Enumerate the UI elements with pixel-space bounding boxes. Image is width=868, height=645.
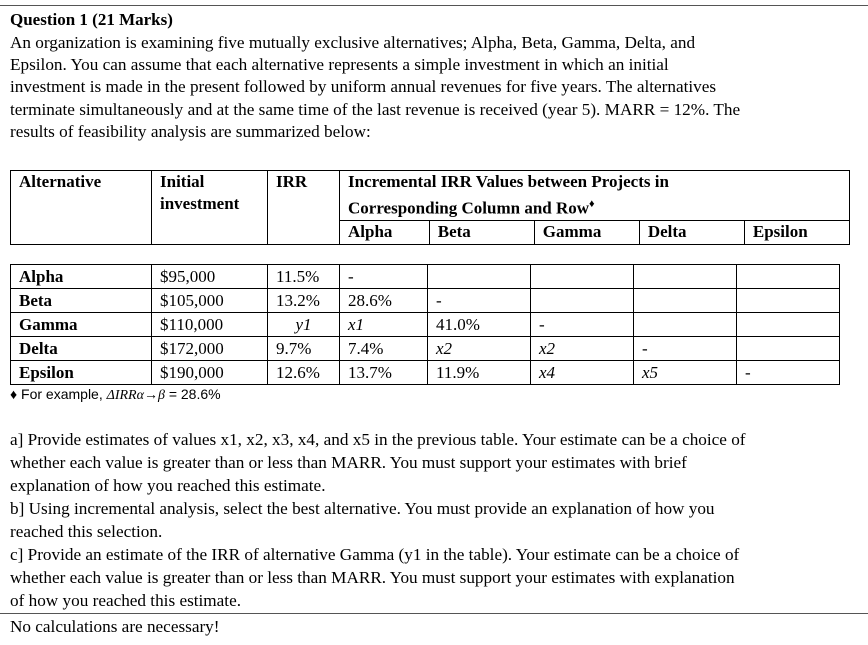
cell-incremental: x4 xyxy=(531,361,634,385)
intro-line: Epsilon. You can assume that each alternative represents a simple investment in which an initial xyxy=(10,55,669,74)
intro-line: An organization is examining five mutually exclusive alternatives; Alpha, Beta, Gamma, Delta, and xyxy=(10,33,696,52)
cell-incremental xyxy=(634,289,737,313)
cell-incremental xyxy=(737,337,840,361)
cell-incremental xyxy=(634,265,737,289)
cell-incremental xyxy=(737,313,840,337)
cell-incremental xyxy=(737,289,840,313)
table-row xyxy=(11,337,840,361)
cell-irr: 13.2% xyxy=(268,289,340,313)
table-row xyxy=(11,289,840,313)
cell-incremental xyxy=(634,313,737,337)
cell-investment: $105,000 xyxy=(152,289,268,313)
table-header xyxy=(10,170,850,245)
cell-investment: $95,000 xyxy=(152,265,268,289)
task-line: c] Provide an estimate of the IRR of alternative Gamma (y1 in the table). Your estimate can be a choice of xyxy=(10,545,740,564)
cell-incremental: - xyxy=(428,289,531,313)
task-line: of how you reached this estimate. xyxy=(10,591,242,610)
task-line: b] Using incremental analysis, select the best alternative. You must provide an explanation of how you xyxy=(10,499,715,518)
task-line: a] Provide estimates of values x1, x2, x3, x4, and x5 in the previous table. Your estimate can be a choice of xyxy=(10,430,746,449)
cell-irr: 11.5% xyxy=(268,265,340,289)
cell-incremental: 7.4% xyxy=(340,337,428,361)
cell-incremental: x2 xyxy=(531,337,634,361)
top-rule xyxy=(0,5,868,6)
cell-incremental: - xyxy=(531,313,634,337)
table-row xyxy=(11,361,840,385)
closing-note: No calculations are necessary! xyxy=(10,617,220,636)
col-header-beta: Beta xyxy=(429,220,534,244)
cell-incremental: 13.7% xyxy=(340,361,428,385)
table-body xyxy=(10,264,840,385)
row-name: Delta xyxy=(11,337,152,361)
header-irr: IRR xyxy=(268,171,340,245)
table-row xyxy=(11,313,840,337)
intro-line: terminate simultaneously and at the same time of the last revenue is received (year 5). MARR = 12%. The xyxy=(10,100,741,119)
cell-investment: $172,000 xyxy=(152,337,268,361)
bottom-rule xyxy=(0,613,868,614)
header-initial-investment: Initial investment xyxy=(152,171,268,245)
cell-incremental xyxy=(737,265,840,289)
footnote-suffix: = 28.6% xyxy=(164,386,221,402)
header-incremental: Incremental IRR Values between Projects in Corresponding Column and Row♦ xyxy=(340,171,850,221)
header-alternative: Alternative xyxy=(11,171,152,245)
footnote-prefix: ♦ For example, xyxy=(10,386,107,402)
cell-incremental: - xyxy=(737,361,840,385)
cell-incremental xyxy=(531,265,634,289)
cell-incremental xyxy=(531,289,634,313)
col-header-alpha: Alpha xyxy=(340,220,430,244)
cell-incremental: 41.0% xyxy=(428,313,531,337)
row-name: Epsilon xyxy=(11,361,152,385)
task-line: explanation of how you reached this estimate. xyxy=(10,476,326,495)
col-header-gamma: Gamma xyxy=(534,220,639,244)
cell-incremental: - xyxy=(634,337,737,361)
cell-irr: y1 xyxy=(268,313,340,337)
cell-investment: $110,000 xyxy=(152,313,268,337)
question-title: Question 1 (21 Marks) xyxy=(10,10,173,29)
intro-line: investment is made in the present followed by uniform annual revenues for five years. The alternatives xyxy=(10,77,717,96)
cell-incremental: - xyxy=(340,265,428,289)
cell-incremental: x1 xyxy=(340,313,428,337)
cell-incremental: x2 xyxy=(428,337,531,361)
col-header-delta: Delta xyxy=(639,220,744,244)
cell-investment: $190,000 xyxy=(152,361,268,385)
row-name: Alpha xyxy=(11,265,152,289)
intro-line: results of feasibility analysis are summarized below: xyxy=(10,122,371,141)
row-name: Gamma xyxy=(11,313,152,337)
cell-incremental xyxy=(428,265,531,289)
cell-incremental: x5 xyxy=(634,361,737,385)
cell-irr: 12.6% xyxy=(268,361,340,385)
table-footnote xyxy=(10,386,221,404)
cell-incremental: 11.9% xyxy=(428,361,531,385)
cell-incremental: 28.6% xyxy=(340,289,428,313)
table-row xyxy=(11,265,840,289)
row-name: Beta xyxy=(11,289,152,313)
cell-irr: 9.7% xyxy=(268,337,340,361)
task-line: whether each value is greater than or less than MARR. You must support your estimates with explanation xyxy=(10,568,735,587)
footnote-formula: ΔIRRα→β xyxy=(106,388,165,403)
footnote-marker: ♦ xyxy=(589,198,595,210)
task-line: reached this selection. xyxy=(10,522,163,541)
task-line: whether each value is greater than or less than MARR. You must support your estimates with brief xyxy=(10,453,687,472)
col-header-epsilon: Epsilon xyxy=(744,220,849,244)
